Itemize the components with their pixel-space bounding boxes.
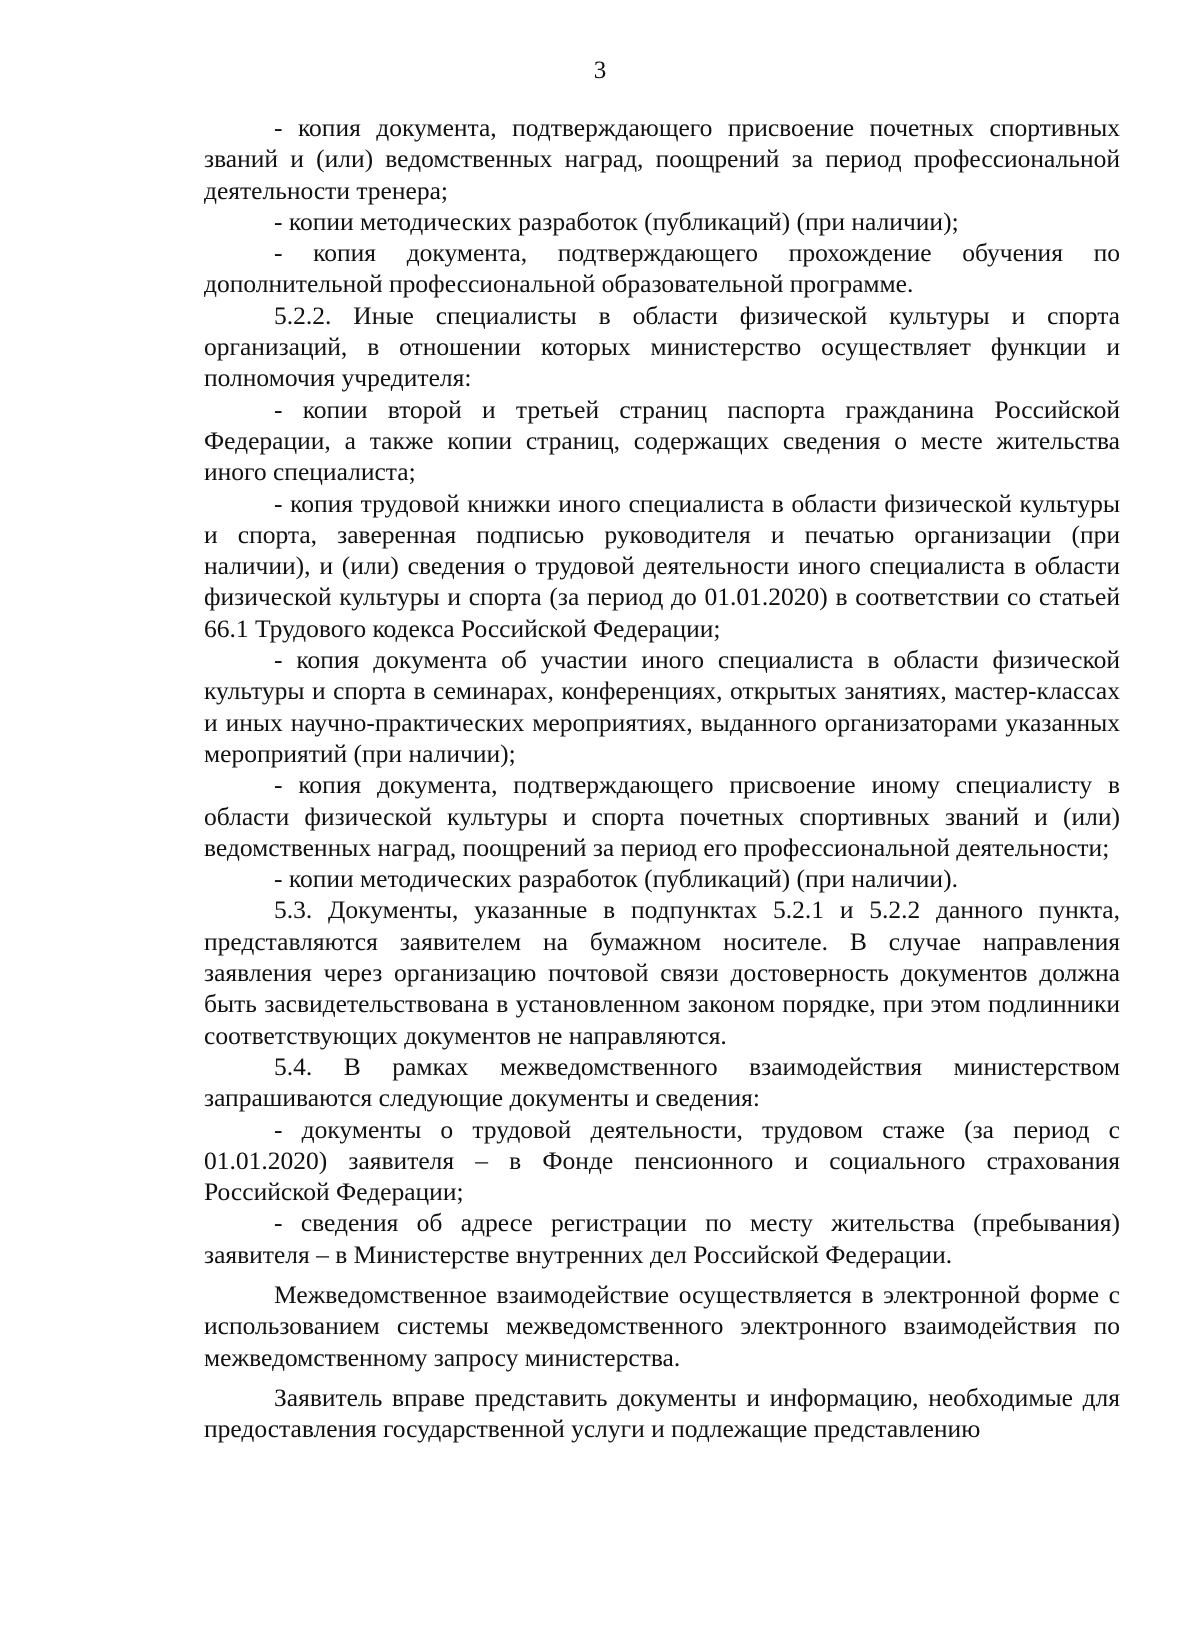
paragraph-seminar-participation: - копия документа об участии иного специалиста в области физической культуры и спорта в семинарах, конференциях, открытых занятиях, мастер-классах и иных научно-практических мероприятиях, выданного организаторами указанных мероприятий (при наличии);: [204, 645, 1120, 768]
paragraph-interagency-interaction: Межведомственное взаимодействие осуществляется в электронной форме с использованием системы межведомственного электронного взаимодействия по межведомственному запросу министерства.: [204, 1279, 1120, 1372]
paragraph-methodical-works-coach: - копии методических разработок (публикаций) (при наличии);: [274, 206, 959, 236]
page-number: 3: [593, 57, 607, 84]
paragraph-honorary-titles-specialist: - копия документа, подтверждающего присвоение иному специалисту в области физической культуры и спорта почетных спортивных званий и (или) ведомственных наград, поощрений за период его профессиональной деятельности;: [204, 770, 1120, 862]
paragraph-employment-record: - копия трудовой книжки иного специалиста в области физической культуры и спорта, заверенная подписью руководителя и печатью организации (при наличии), и (или) сведения о трудовой деятельности иного специалиста в области физической культуры и спорта (за период до 01.01.2020) в соответствии со статьей 66.1 Трудового кодекса Российской Федерации;: [204, 488, 1120, 643]
paragraph-interior-ministry: - сведения об адресе регистрации по месту жительства (пребывания) заявителя – в Министерстве внутренних дел Российской Федерации.: [204, 1208, 1120, 1269]
paragraph-methodical-works-specialist: - копии методических разработок (публикаций) (при наличии).: [274, 864, 958, 894]
paragraph-5-4: 5.4. В рамках межведомственного взаимодействия министерством запрашиваются следующие документы и сведения:: [204, 1051, 1120, 1113]
paragraph-5-2-2: 5.2.2. Иные специалисты в области физической культуры и спорта организаций, в отношении которых министерство осуществляет функции и полномочия учредителя:: [204, 300, 1120, 393]
paragraph-honorary-titles-coach: - копия документа, подтверждающего присвоение почетных спортивных званий и (или) ведомственных наград, поощрений за период профессиональной деятельности тренера;: [204, 113, 1120, 205]
paragraph-pension-fund: - документы о трудовой деятельности, трудовом стаже (за период с 01.01.2020) заявителя – в Фонде пенсионного и социального страхования Российской Федерации;: [204, 1114, 1120, 1207]
document-body: [204, 112, 1120, 1444]
paragraph-passport-copies: - копии второй и третьей страниц паспорта гражданина Российской Федерации, а также копии страниц, содержащих сведения о месте жительства иного специалиста;: [204, 394, 1120, 487]
paragraph-training-document: - копия документа, подтверждающего прохождение обучения по дополнительной профессиональной образовательной программе.: [204, 238, 1120, 299]
paragraph-5-3: 5.3. Документы, указанные в подпунктах 5.2.1 и 5.2.2 данного пункта, представляются заявителем на бумажном носителе. В случае направления заявления через организацию почтовой связи достоверность документов должна быть засвидетельствована в установленном законом порядке, при этом подлинники соответствующих документов не направляются.: [204, 895, 1120, 1050]
paragraph-applicant-right: Заявитель вправе представить документы и информацию, необходимые для предоставления государственной услуги и подлежащие представлению: [204, 1382, 1120, 1444]
